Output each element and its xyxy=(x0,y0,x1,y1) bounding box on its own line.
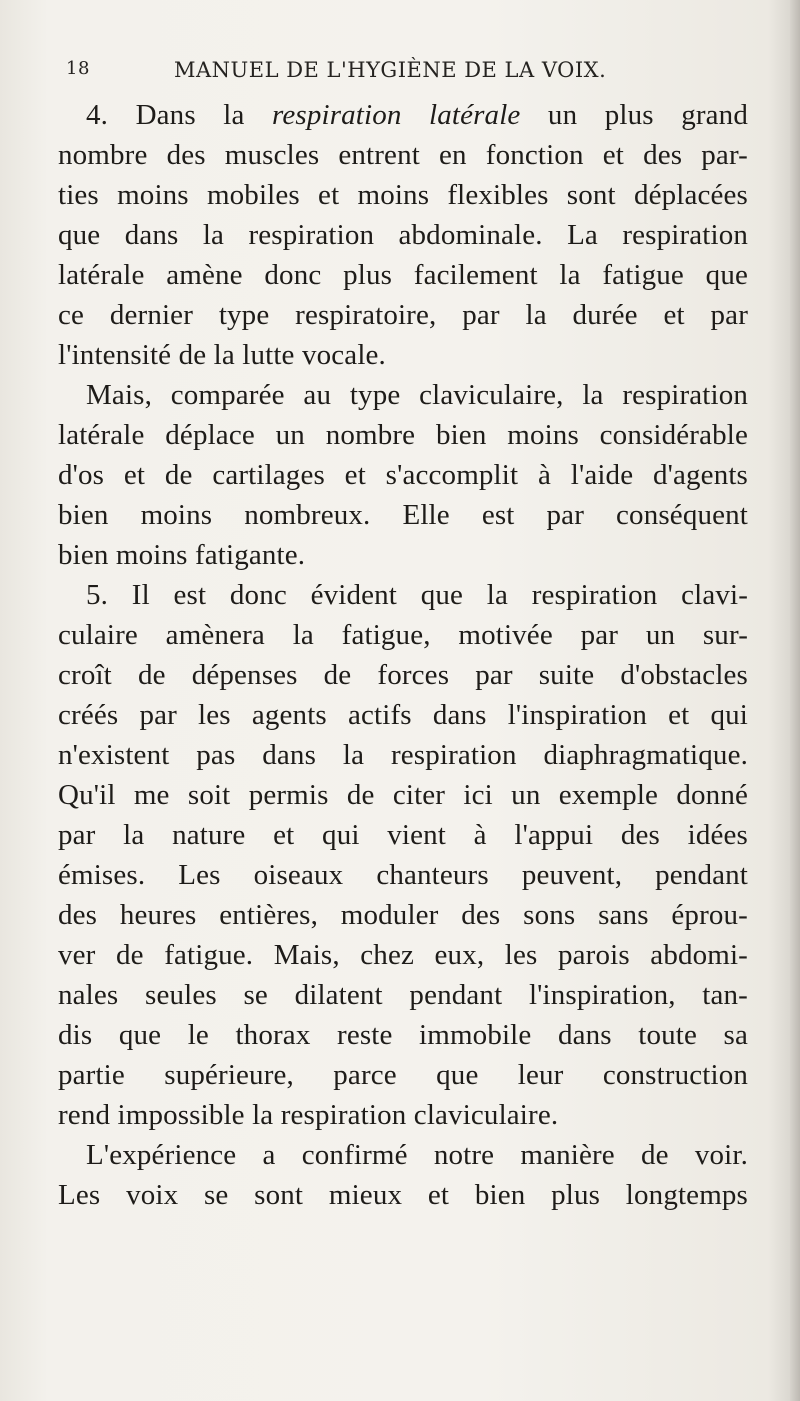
text-line: L'expérience a confirmé notre manière de voir. xyxy=(86,1139,748,1171)
text-line: culaire amènera la fatigue, motivée par un sur- xyxy=(58,619,748,651)
text-line: dis que le thorax reste immobile dans toute sa xyxy=(58,1019,748,1051)
text-line: nombre des muscles entrent en fonction et des par- xyxy=(58,139,748,171)
text-line: Qu'il me soit permis de citer ici un exemple donné xyxy=(58,779,748,811)
body-text xyxy=(58,95,748,1215)
text-line: Mais, comparée au type claviculaire, la respiration xyxy=(86,379,748,411)
text-line: d'os et de cartilages et s'accomplit à l'aide d'agents xyxy=(58,459,748,491)
text-line: 5. Il est donc évident que la respiration clavi- xyxy=(86,579,748,611)
text-line: bien moins fatigante. xyxy=(58,539,306,571)
text-fragment: 4. Dans la xyxy=(86,99,273,131)
text-line: latérale amène donc plus facilement la fatigue que xyxy=(58,259,748,291)
text-line: des heures entières, moduler des sons sans éprou- xyxy=(58,899,748,931)
text-line: nales seules se dilatent pendant l'inspiration, tan- xyxy=(58,979,748,1011)
text-line: ce dernier type respiratoire, par la durée et par xyxy=(58,299,748,331)
text-line: l'intensité de la lutte vocale. xyxy=(58,339,386,371)
text-line: rend impossible la respiration claviculaire. xyxy=(58,1099,559,1131)
text-line xyxy=(58,95,748,135)
text-line: ties moins mobiles et moins flexibles sont déplacées xyxy=(58,179,748,211)
text-line: bien moins nombreux. Elle est par conséquent xyxy=(58,499,748,531)
text-line: Les voix se sont mieux et bien plus longtemps xyxy=(58,1179,748,1211)
page-header xyxy=(66,58,686,88)
text-line: ver de fatigue. Mais, chez eux, les parois abdomi- xyxy=(58,939,748,971)
text-line: latérale déplace un nombre bien moins considérable xyxy=(58,419,748,451)
text-line: partie supérieure, parce que leur construction xyxy=(58,1059,748,1091)
text-line: que dans la respiration abdominale. La respiration xyxy=(58,219,748,251)
text-line: par la nature et qui vient à l'appui des idées xyxy=(58,819,748,851)
text-fragment: un plus grand xyxy=(520,99,748,131)
text-line: croît de dépenses de forces par suite d'obstacles xyxy=(58,659,748,691)
text-line: émises. Les oiseaux chanteurs peuvent, pendant xyxy=(58,859,748,891)
running-title: MANUEL DE L'HYGIÈNE DE LA VOIX. xyxy=(174,58,607,82)
page-edge xyxy=(790,0,800,1401)
page-number: 18 xyxy=(66,58,90,79)
text-line: n'existent pas dans la respiration diaphragmatique. xyxy=(58,739,748,771)
text-line: créés par les agents actifs dans l'inspiration et qui xyxy=(58,699,748,731)
italic-term: respiration latérale xyxy=(272,99,521,131)
